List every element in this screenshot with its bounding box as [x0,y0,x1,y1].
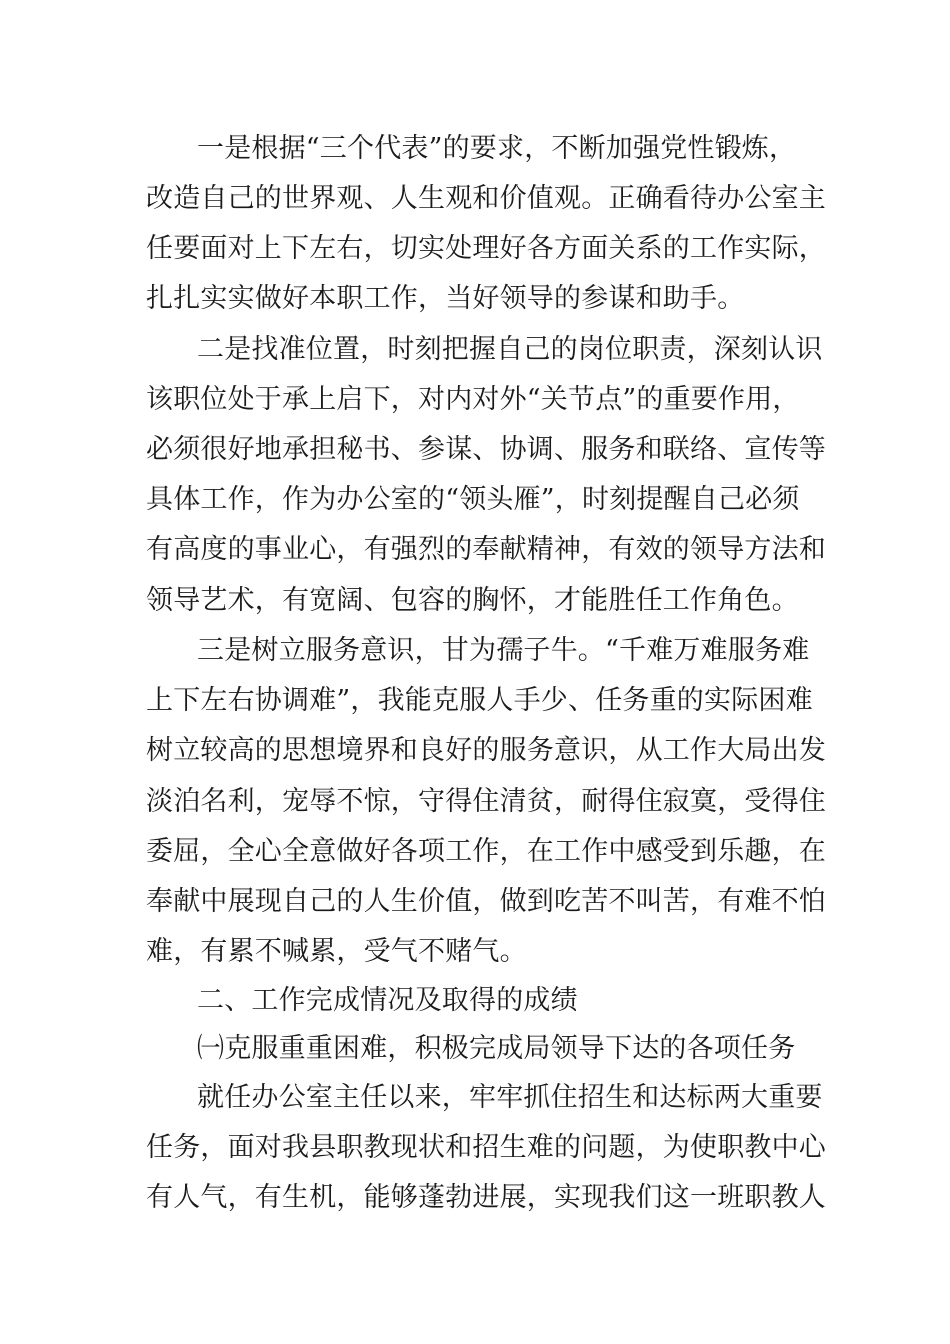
paragraph-3-line-1: 三是树立服务意识，甘为孺子牛。“千难万难服务难 [197,635,810,666]
paragraph-2-line-5: 有高度的事业心，有强烈的奉献精神，有效的领导方法和 [146,534,826,565]
paragraph-2-line-4: 具体工作，作为办公室的“领头雁”，时刻提醒自己必须 [146,484,800,515]
paragraph-3-line-7: 难，有累不喊累，受气不赌气。 [146,936,527,967]
paragraph-3-line-6: 奉献中展现自己的人生价值，做到吃苦不叫苦，有难不怕 [146,886,826,917]
paragraph-3-line-5: 委屈，全心全意做好各项工作，在工作中感受到乐趣，在 [146,836,826,867]
paragraph-4-line-1: 就任办公室主任以来，牢牢抓住招生和达标两大重要 [197,1082,823,1113]
paragraph-2-line-1: 二是找准位置，时刻把握自己的岗位职责，深刻认识 [197,334,823,365]
paragraph-2-line-2: 该职位处于承上启下，对内对外“关节点”的重要作用， [146,384,800,415]
paragraph-2-line-6: 领导艺术，有宽阔、包容的胸怀，才能胜任工作角色。 [146,585,799,616]
paragraph-1-line-4: 扎扎实实做好本职工作，当好领导的参谋和助手。 [146,283,745,314]
paragraph-1-line-2: 改造自己的世界观、人生观和价值观。正确看待办公室主 [146,183,826,214]
paragraph-3-line-2: 上下左右协调难”，我能克服人手少、任务重的实际困难 [146,685,813,716]
paragraph-2-line-3: 必须很好地承担秘书、参谋、协调、服务和联络、宣传等 [146,434,826,465]
paragraph-4-line-3: 有人气，有生机，能够蓬勃进展，实现我们这一班职教人 [146,1182,826,1213]
paragraph-4-line-2: 任务，面对我县职教现状和招生难的问题，为使职教中心 [146,1132,826,1163]
subsection-heading: ㈠克服重重困难，积极完成局领导下达的各项任务 [197,1033,796,1064]
paragraph-3-line-3: 树立较高的思想境界和良好的服务意识，从工作大局出发 [146,735,826,766]
paragraph-1-line-3: 任要面对上下左右，切实处理好各方面关系的工作实际， [146,233,826,264]
paragraph-3-line-4: 淡泊名利，宠辱不惊，守得住清贫，耐得住寂寞，受得住 [146,786,826,817]
paragraph-1-line-1: 一是根据“三个代表”的要求，不断加强党性锻炼， [197,133,797,164]
section-heading: 二、工作完成情况及取得的成绩 [197,985,578,1016]
